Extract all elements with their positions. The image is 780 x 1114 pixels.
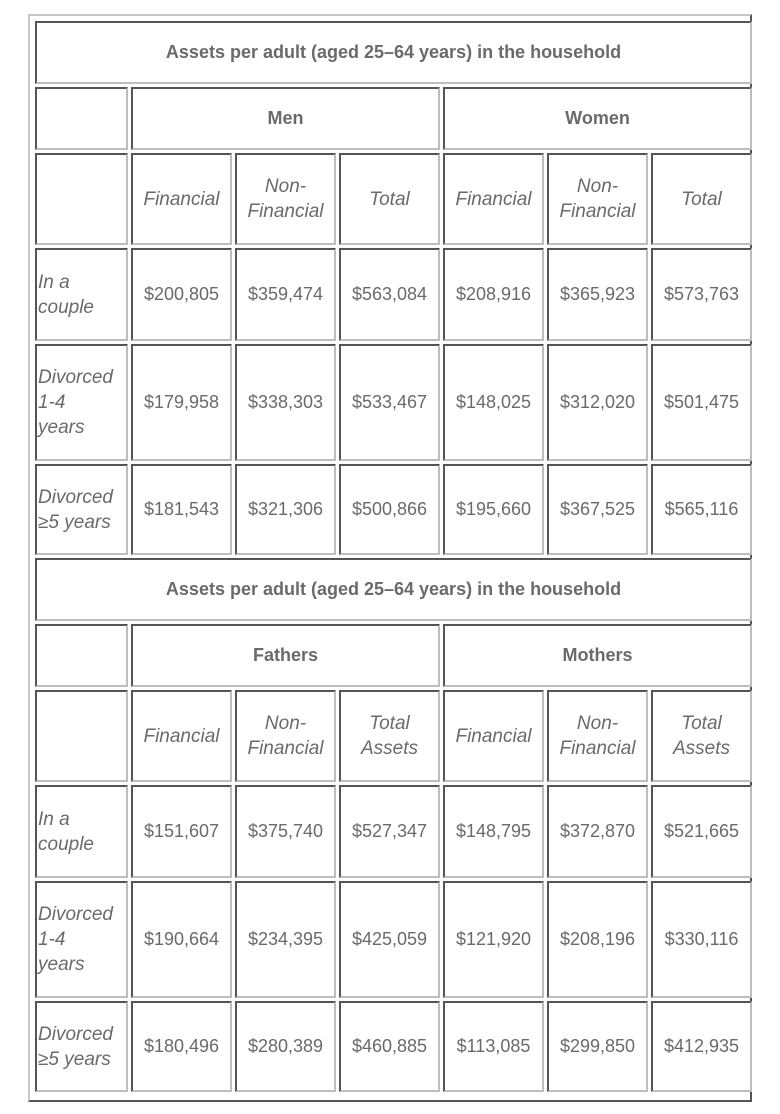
table-cell: $179,958	[131, 344, 232, 461]
table-cell: $181,543	[131, 464, 232, 555]
table-cell: $359,474	[235, 248, 336, 341]
table-cell: $280,389	[235, 1001, 336, 1092]
column-header: Total	[339, 153, 440, 245]
column-header: Non- Financial	[235, 153, 336, 245]
table-cell: $533,467	[339, 344, 440, 461]
column-header: Total	[651, 153, 752, 245]
corner-cell	[35, 690, 128, 782]
column-header: Non- Financial	[547, 690, 648, 782]
table-cell: $338,303	[235, 344, 336, 461]
column-header: Financial	[443, 690, 544, 782]
table-cell: $573,763	[651, 248, 752, 341]
table-cell: $208,916	[443, 248, 544, 341]
table-cell: $500,866	[339, 464, 440, 555]
column-header: Financial	[443, 153, 544, 245]
table-cell: $151,607	[131, 785, 232, 878]
table-cell: $521,665	[651, 785, 752, 878]
corner-cell	[35, 624, 128, 687]
table-cell: $375,740	[235, 785, 336, 878]
row-label: Divorced ≥5 years	[35, 1001, 128, 1092]
table-cell: $330,116	[651, 881, 752, 998]
table-cell: $195,660	[443, 464, 544, 555]
table-title: Assets per adult (aged 25–64 years) in the household	[35, 558, 752, 621]
corner-cell	[35, 153, 128, 245]
group-header-women: Women	[443, 87, 752, 150]
assets-table	[32, 18, 755, 1095]
row-label: In a couple	[35, 248, 128, 341]
group-header-men: Men	[131, 87, 440, 150]
table-cell: $121,920	[443, 881, 544, 998]
corner-cell	[35, 87, 128, 150]
column-header: Financial	[131, 153, 232, 245]
row-label: Divorced 1-4 years	[35, 344, 128, 461]
table-cell: $299,850	[547, 1001, 648, 1092]
group-header-mothers: Mothers	[443, 624, 752, 687]
table-cell: $460,885	[339, 1001, 440, 1092]
table-cell: $190,664	[131, 881, 232, 998]
column-header: Financial	[131, 690, 232, 782]
table-cell: $565,116	[651, 464, 752, 555]
table-cell: $412,935	[651, 1001, 752, 1092]
group-header-fathers: Fathers	[131, 624, 440, 687]
table-cell: $148,795	[443, 785, 544, 878]
table-cell: $312,020	[547, 344, 648, 461]
table-cell: $425,059	[339, 881, 440, 998]
table-cell: $234,395	[235, 881, 336, 998]
table-cell: $367,525	[547, 464, 648, 555]
column-header: Total Assets	[651, 690, 752, 782]
column-header: Non- Financial	[547, 153, 648, 245]
row-label: In a couple	[35, 785, 128, 878]
column-header: Non- Financial	[235, 690, 336, 782]
table-cell: $148,025	[443, 344, 544, 461]
table-cell: $527,347	[339, 785, 440, 878]
table-cell: $113,085	[443, 1001, 544, 1092]
table-title: Assets per adult (aged 25–64 years) in the household	[35, 21, 752, 84]
column-header: Total Assets	[339, 690, 440, 782]
table-cell: $180,496	[131, 1001, 232, 1092]
table-cell: $208,196	[547, 881, 648, 998]
table-cell: $501,475	[651, 344, 752, 461]
table-cell: $321,306	[235, 464, 336, 555]
row-label: Divorced ≥5 years	[35, 464, 128, 555]
assets-table-container	[28, 14, 752, 1102]
table-cell: $563,084	[339, 248, 440, 341]
row-label: Divorced 1-4 years	[35, 881, 128, 998]
table-cell: $365,923	[547, 248, 648, 341]
table-cell: $372,870	[547, 785, 648, 878]
table-cell: $200,805	[131, 248, 232, 341]
